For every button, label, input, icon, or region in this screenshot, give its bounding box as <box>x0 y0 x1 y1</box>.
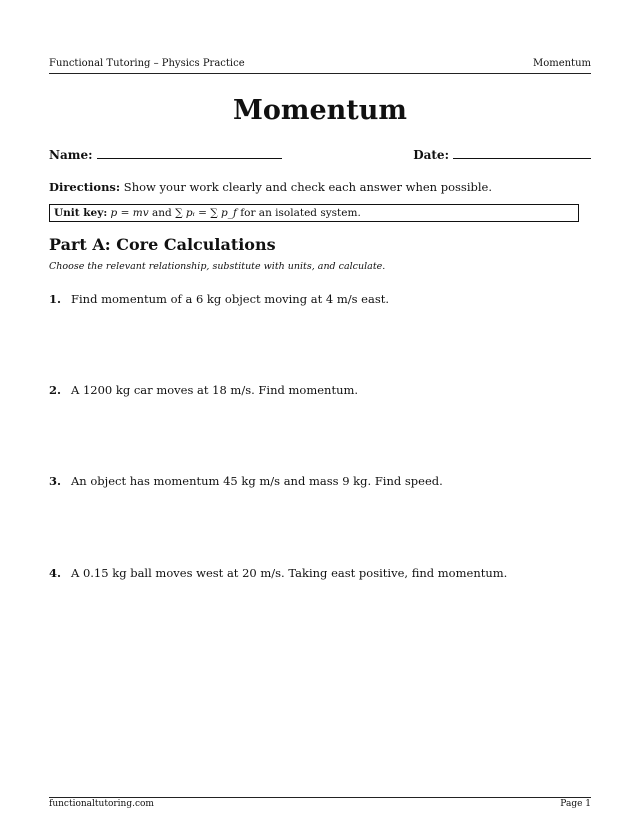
question-text: An object has momentum 45 kg m/s and mass 9 kg. Find speed. <box>71 474 443 488</box>
unit-key-formula-momentum: p = mv <box>107 207 149 219</box>
question-text: A 1200 kg car moves at 18 m/s. Find momentum. <box>71 383 359 397</box>
unit-key-label: Unit key: <box>54 207 108 219</box>
section-instructions: Choose the relevant relationship, substitute with units, and calculate. <box>49 261 386 272</box>
question-number: 2. <box>49 383 62 397</box>
directions-text: Show your work clearly and check each answer when possible. <box>120 180 493 194</box>
name-field[interactable] <box>49 148 282 162</box>
footer-website: functionaltutoring.com <box>49 799 154 809</box>
question-text: A 0.15 kg ball moves west at 20 m/s. Taking east positive, find momentum. <box>71 566 508 580</box>
name-label: Name: <box>49 148 93 162</box>
directions <box>49 180 591 194</box>
header-left-text: Functional Tutoring – Physics Practice <box>49 58 245 69</box>
question-number: 1. <box>49 292 62 306</box>
header-right-text: Momentum <box>532 58 591 69</box>
question-number: 4. <box>49 566 62 580</box>
header-divider <box>49 73 591 74</box>
question-text: Find momentum of a 6 kg object moving at 4 m/s east. <box>71 292 390 306</box>
unit-key-formula-conservation: ∑ pᵢ = ∑ p_f <box>175 207 237 219</box>
date-label: Date: <box>413 148 449 162</box>
footer-page-number: Page 1 <box>560 799 591 809</box>
unit-key-joiner: and <box>148 207 176 219</box>
date-field[interactable] <box>413 148 591 162</box>
question-number: 3. <box>49 474 62 488</box>
footer-divider <box>49 797 591 798</box>
date-blank-line[interactable] <box>453 148 591 159</box>
unit-key-box <box>49 204 579 222</box>
directions-label: Directions: <box>49 180 121 194</box>
page-title: Momentum <box>233 95 407 126</box>
unit-key-tail: for an isolated system. <box>236 207 361 219</box>
name-blank-line[interactable] <box>97 148 282 159</box>
section-heading: Part A: Core Calculations <box>49 235 276 254</box>
